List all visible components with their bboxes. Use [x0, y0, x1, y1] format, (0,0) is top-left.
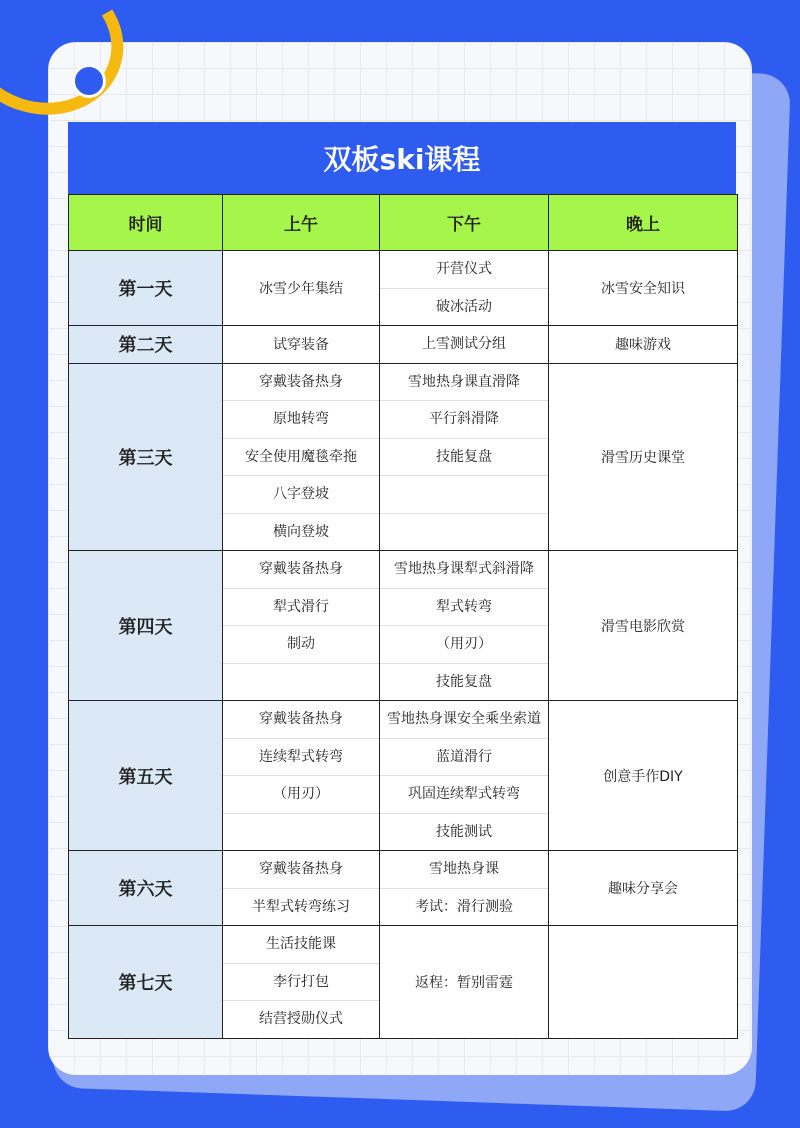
afternoon-item: 开营仪式	[380, 251, 548, 289]
afternoon-item: 考试：滑行测验	[380, 889, 548, 926]
evening-cell: 创意手作DIY	[549, 701, 738, 851]
afternoon-item: 技能复盘	[380, 664, 548, 701]
morning-cell	[223, 363, 380, 551]
afternoon-item: 破冰活动	[380, 289, 548, 326]
morning-item	[223, 814, 379, 851]
afternoon-cell: 返程：暂别雷霆	[380, 926, 549, 1039]
afternoon-cell	[380, 851, 549, 926]
table-row	[69, 326, 738, 364]
table-header-row	[69, 195, 738, 251]
afternoon-item	[380, 476, 548, 514]
day-cell: 第七天	[69, 926, 223, 1039]
day-cell: 第四天	[69, 551, 223, 701]
morning-item: 制动	[223, 626, 379, 664]
morning-item: 横向登坡	[223, 514, 379, 551]
evening-cell: 滑雪电影欣赏	[549, 551, 738, 701]
morning-item: 结营授勋仪式	[223, 1001, 379, 1038]
morning-item: 李行打包	[223, 964, 379, 1002]
afternoon-item: 蓝道滑行	[380, 739, 548, 777]
header-morning: 上午	[223, 195, 380, 251]
page-title: 双板ski课程	[68, 122, 736, 194]
morning-cell	[223, 851, 380, 926]
afternoon-item	[380, 514, 548, 551]
evening-cell: 滑雪历史课堂	[549, 363, 738, 551]
morning-item: 生活技能课	[223, 926, 379, 964]
table-row	[69, 926, 738, 1039]
morning-item: 穿戴装备热身	[223, 701, 379, 739]
morning-item: （用刃）	[223, 776, 379, 814]
day-cell: 第六天	[69, 851, 223, 926]
morning-item: 连续犁式转弯	[223, 739, 379, 777]
afternoon-cell	[380, 551, 549, 701]
schedule-table	[68, 194, 738, 1039]
morning-cell	[223, 551, 380, 701]
morning-cell: 试穿装备	[223, 326, 380, 364]
afternoon-item: 平行斜滑降	[380, 401, 548, 439]
morning-item: 穿戴装备热身	[223, 551, 379, 589]
afternoon-item: 技能测试	[380, 814, 548, 851]
table-row	[69, 251, 738, 326]
afternoon-cell	[380, 363, 549, 551]
evening-cell: 趣味分享会	[549, 851, 738, 926]
morning-cell	[223, 701, 380, 851]
afternoon-item: 雪地热身课安全乘坐索道	[380, 701, 548, 739]
evening-cell	[549, 926, 738, 1039]
header-afternoon: 下午	[380, 195, 549, 251]
afternoon-cell	[380, 326, 549, 364]
morning-item: 穿戴装备热身	[223, 364, 379, 402]
morning-item: 安全使用魔毯牵拖	[223, 439, 379, 477]
afternoon-item: 雪地热身课	[380, 851, 548, 889]
afternoon-item: 雪地热身课直滑降	[380, 364, 548, 402]
morning-cell	[223, 926, 380, 1039]
header-time: 时间	[69, 195, 223, 251]
morning-item: 犁式滑行	[223, 589, 379, 627]
afternoon-item: 雪地热身课犁式斜滑降	[380, 551, 548, 589]
afternoon-cell	[380, 251, 549, 326]
afternoon-item: 上雪测试分组	[380, 326, 548, 363]
day-cell: 第一天	[69, 251, 223, 326]
day-cell: 第二天	[69, 326, 223, 364]
afternoon-item: 巩固连续犁式转弯	[380, 776, 548, 814]
ring-hole-icon	[72, 64, 106, 98]
morning-item: 半犁式转弯练习	[223, 889, 379, 926]
evening-cell: 冰雪安全知识	[549, 251, 738, 326]
morning-item	[223, 664, 379, 701]
afternoon-item: （用刃）	[380, 626, 548, 664]
evening-cell: 趣味游戏	[549, 326, 738, 364]
afternoon-cell	[380, 701, 549, 851]
afternoon-item: 技能复盘	[380, 439, 548, 477]
day-cell: 第三天	[69, 363, 223, 551]
table-row	[69, 851, 738, 926]
table-row	[69, 701, 738, 851]
morning-item: 穿戴装备热身	[223, 851, 379, 889]
table-row	[69, 363, 738, 551]
morning-item: 八字登坡	[223, 476, 379, 514]
day-cell: 第五天	[69, 701, 223, 851]
header-evening: 晚上	[549, 195, 738, 251]
morning-item: 原地转弯	[223, 401, 379, 439]
morning-cell: 冰雪少年集结	[223, 251, 380, 326]
afternoon-item: 犁式转弯	[380, 589, 548, 627]
table-row	[69, 551, 738, 701]
